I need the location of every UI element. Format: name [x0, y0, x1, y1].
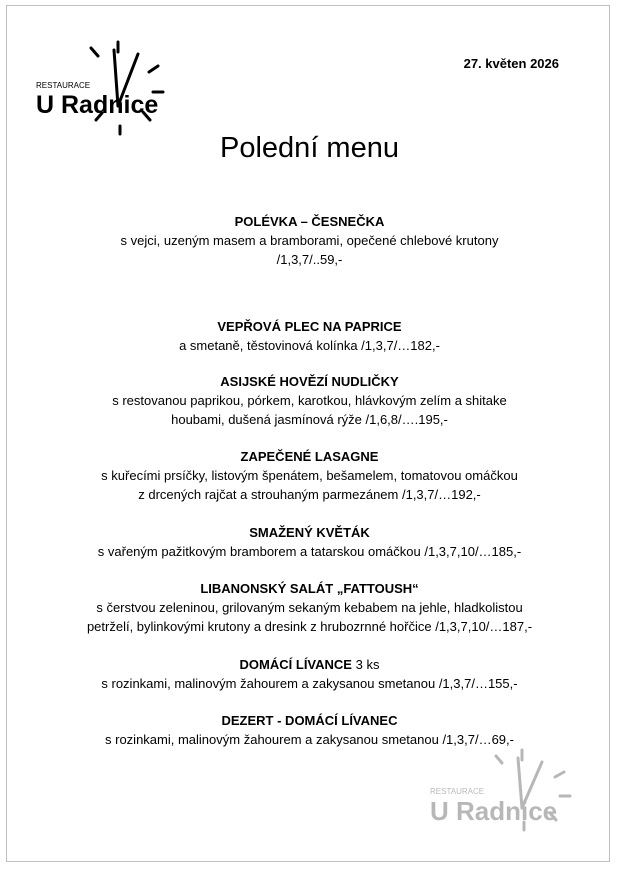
- dish-dessert: [0, 711, 619, 749]
- page-title: Polední menu: [220, 132, 399, 164]
- logo-title: U Radnice: [36, 91, 159, 119]
- dish-name: ZAPEČENÉ LASAGNE: [240, 449, 379, 464]
- watermark-logo: [424, 748, 580, 832]
- dish-name: VEPŘOVÁ PLEC NA PAPRICE: [217, 319, 402, 334]
- menu-date: 27. květen 2026: [463, 56, 559, 71]
- dish-description: s rozinkami, malinovým žahourem a zakysanou smetanou /1,3,7/…155,-: [101, 676, 518, 691]
- dish-lasagne: [0, 447, 619, 504]
- restaurant-logo: [30, 36, 170, 146]
- dish-description: a smetaně, těstovinová kolínka /1,3,7/…182,-: [179, 338, 440, 353]
- logo-subtitle: RESTAURACE: [36, 81, 91, 90]
- dish-name: DEZERT - DOMÁCÍ LÍVANEC: [221, 713, 398, 728]
- dish-description: s čerstvou zeleninou, grilovaným sekaným kebabem na jehle, hladkolistou petrželí, bylinkovými krutony a dresink z hrubozrnné hořčice /1,3,7,10/…187,-: [86, 600, 533, 634]
- dish-name: ASIJSKÉ HOVĚZÍ NUDLIČKY: [220, 374, 399, 389]
- dish-name: SMAŽENÝ KVĚTÁK: [249, 525, 370, 540]
- watermark-title: U Radnice: [430, 796, 558, 826]
- dish-name: POLÉVKA – ČESNEČKA: [234, 214, 385, 229]
- dish-name: LIBANONSKÝ SALÁT „FATTOUSH“: [200, 581, 419, 596]
- watermark-subtitle: RESTAURACE: [430, 787, 485, 796]
- dish-asian-beef: [0, 372, 619, 429]
- dish-pancakes: [0, 655, 619, 693]
- dish-description: s vařeným pažitkovým bramborem a tatarskou omáčkou /1,3,7,10/…185,-: [97, 544, 522, 559]
- dish-description: s restovanou paprikou, pórkem, karotkou, hlávkovým zelím a shitake houbami, dušená jasmínová rýže /1,6,8/….195,-: [112, 393, 507, 427]
- dish-description: s kuřecími prsíčky, listovým špenátem, bešamelem, tomatovou omáčkou z drcených rajčat a strouhaným parmezánem /1,3,7/…192,-: [101, 468, 518, 502]
- dish-description: s rozinkami, malinovým žahourem a zakysanou smetanou /1,3,7/…69,-: [105, 732, 514, 747]
- dish-fattoush: [0, 579, 619, 636]
- dish-cauliflower: [0, 523, 619, 561]
- dish-soup: [0, 212, 619, 269]
- dish-pork-shoulder: [0, 317, 619, 355]
- clock-icon: [91, 42, 163, 134]
- dish-name: DOMÁCÍ LÍVANCE 3 ks: [239, 657, 380, 672]
- dish-description: s vejci, uzeným masem a bramborami, opečené chlebové krutony /1,3,7/..59,-: [120, 233, 499, 267]
